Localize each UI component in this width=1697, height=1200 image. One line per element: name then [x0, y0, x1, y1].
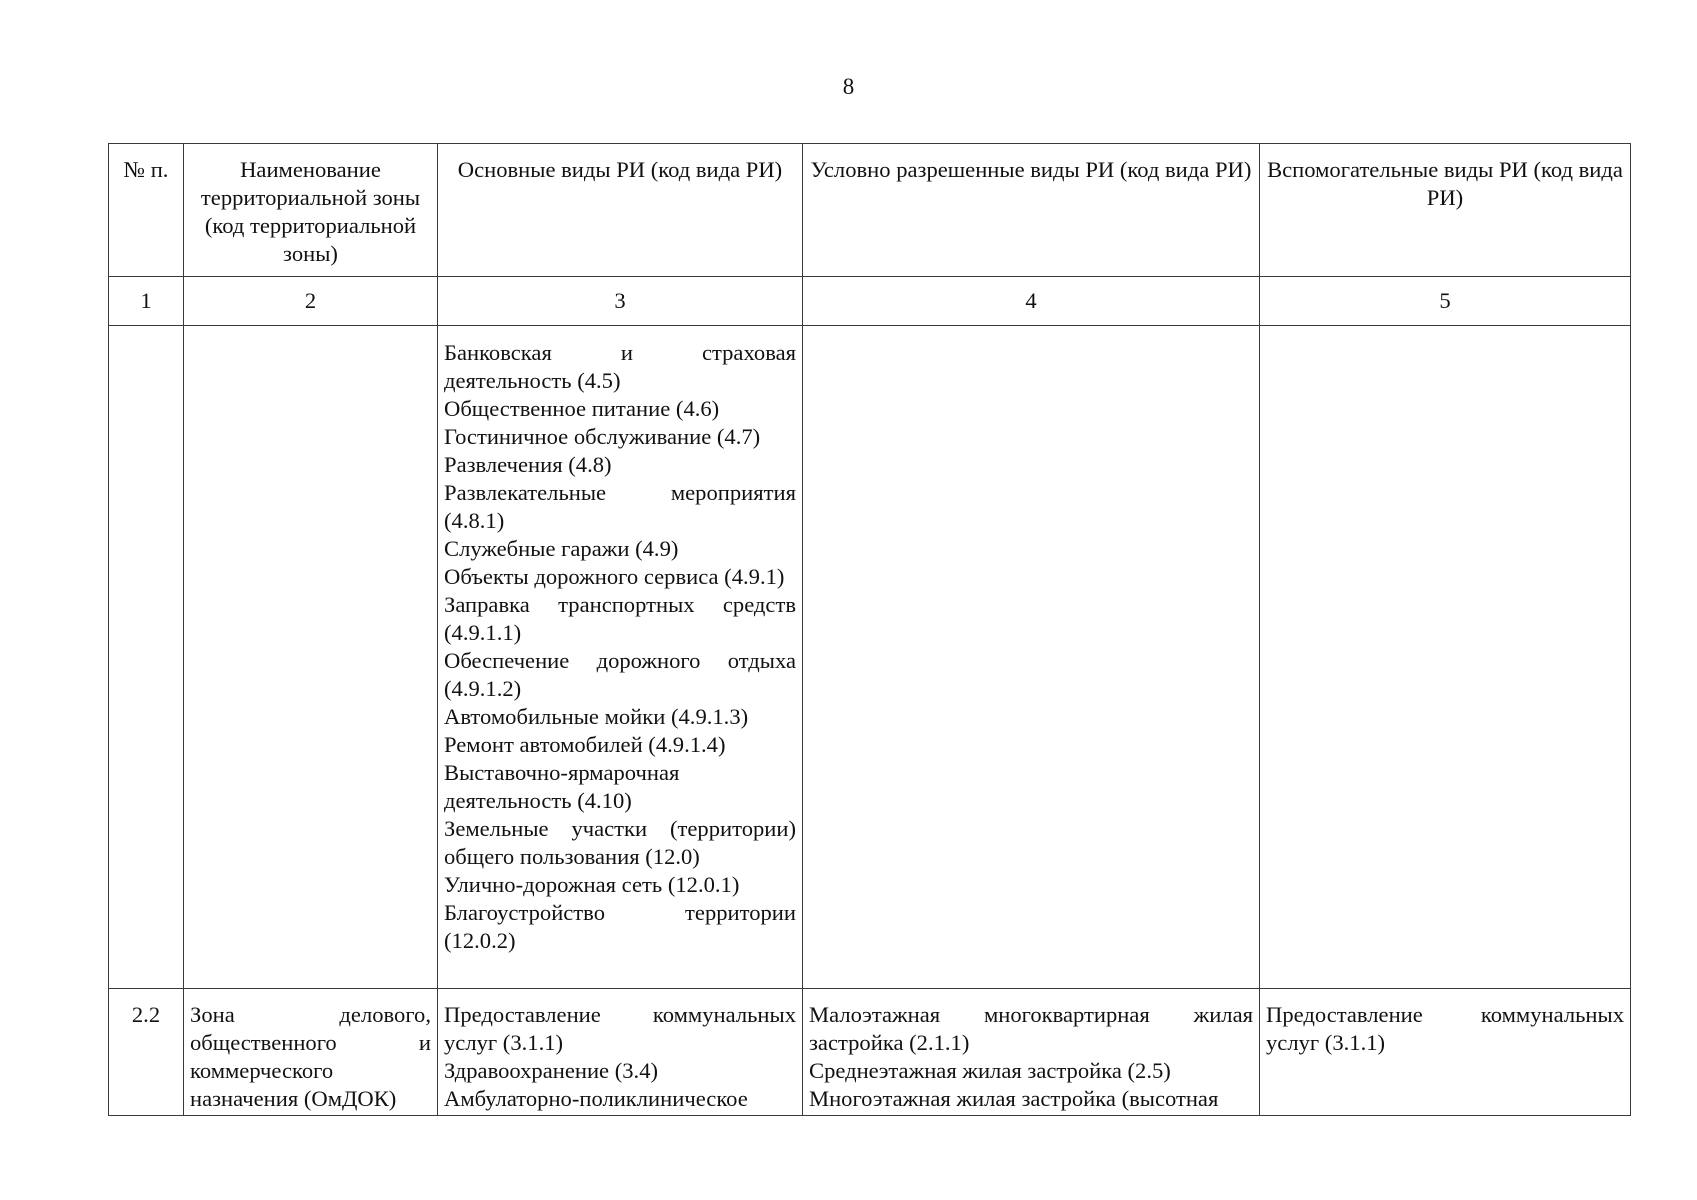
main-uses-cell — [438, 326, 803, 989]
header-main-uses: Основные виды РИ (код вида РИ) — [438, 144, 803, 277]
main-use-item: Развлекательные мероприятия (4.8.1) — [444, 480, 796, 533]
main-use-item: Служебные гаражи (4.9) — [444, 536, 679, 561]
main-use-item: Улично-дорожная сеть (12.0.1) — [444, 872, 740, 897]
column-number: 3 — [438, 277, 803, 326]
row-number-cell: 2.2 — [109, 989, 184, 1116]
zone-name-cell: Зона делового, общественного и коммерческого назначения (ОмДОК) — [184, 989, 438, 1116]
main-use-item: Заправка транспортных средств (4.9.1.1) — [444, 592, 796, 645]
zone-name-cell — [184, 326, 438, 989]
main-use-item: Предоставление коммунальных услуг (3.1.1) — [444, 1002, 796, 1055]
main-use-item: Обеспечение дорожного отдыха (4.9.1.2) — [444, 648, 796, 701]
header-number: № п. — [109, 144, 184, 277]
main-uses-cell — [438, 989, 803, 1116]
conditional-use-item: Многоэтажная жилая застройка (высотная — [809, 1086, 1219, 1111]
main-use-item: Земельные участки (территории) общего пользования (12.0) — [444, 816, 796, 869]
header-conditional-uses: Условно разрешенные виды РИ (код вида РИ) — [803, 144, 1260, 277]
main-use-item: Благоустройство территории (12.0.2) — [444, 900, 796, 953]
header-zone-name: Наименование территориальной зоны (код территориальной зоны) — [184, 144, 438, 277]
main-use-item: Общественное питание (4.6) — [444, 396, 720, 421]
main-use-item: Автомобильные мойки (4.9.1.3) — [444, 704, 749, 729]
header-auxiliary-uses: Вспомогательные виды РИ (код вида РИ) — [1260, 144, 1631, 277]
column-number: 4 — [803, 277, 1260, 326]
table-row-zone — [109, 989, 1631, 1116]
main-use-item: Амбулаторно-поликлиническое — [444, 1086, 748, 1111]
conditional-use-item: Малоэтажная многоквартирная жилая застройка (2.1.1) — [809, 1002, 1253, 1055]
column-number: 5 — [1260, 277, 1631, 326]
page-number: 8 — [842, 74, 855, 99]
conditional-uses-cell — [803, 989, 1260, 1116]
main-use-item: Объекты дорожного сервиса (4.9.1) — [444, 564, 785, 589]
column-number: 2 — [184, 277, 438, 326]
main-use-item: Ремонт автомобилей (4.9.1.4) — [444, 732, 726, 757]
auxiliary-uses-cell — [1260, 326, 1631, 989]
column-number: 1 — [109, 277, 184, 326]
row-number-cell — [109, 326, 184, 989]
main-use-item: Гостиничное обслуживание (4.7) — [444, 424, 761, 449]
main-use-item: Развлечения (4.8) — [444, 452, 612, 477]
auxiliary-use-item: Предоставление коммунальных услуг (3.1.1) — [1266, 1002, 1624, 1055]
main-use-item: Выставочно-ярмарочная деятельность (4.10) — [444, 760, 680, 813]
conditional-uses-cell — [803, 326, 1260, 989]
land-use-zones-table — [108, 143, 1631, 1116]
column-number-row — [109, 277, 1631, 326]
table-header-row — [109, 144, 1631, 277]
table-row-continued — [109, 326, 1631, 989]
main-use-item: Здравоохранение (3.4) — [444, 1058, 659, 1083]
main-use-item: Банковская и страховая деятельность (4.5) — [444, 340, 796, 393]
auxiliary-uses-cell — [1260, 989, 1631, 1116]
conditional-use-item: Среднеэтажная жилая застройка (2.5) — [809, 1058, 1171, 1083]
